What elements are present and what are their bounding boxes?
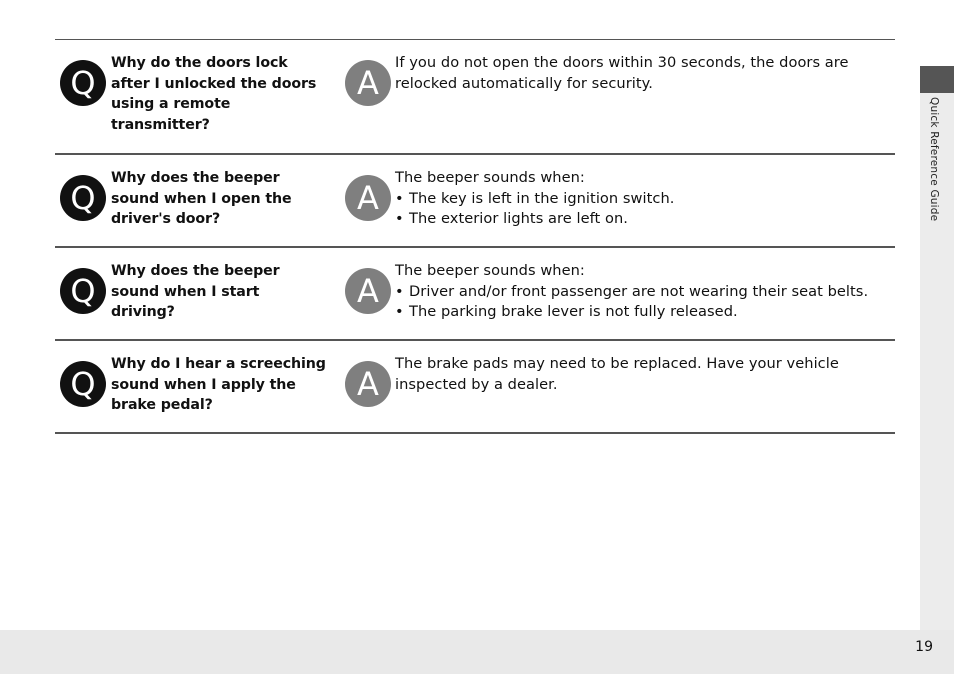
- answer-line: relocked automatically for security.: [395, 74, 653, 92]
- answer-badge-icon: A: [345, 175, 391, 221]
- question-line: after I unlocked the doors: [111, 75, 317, 92]
- answer-badge-icon: A: [345, 361, 391, 407]
- section-tab-label: Quick Reference Guide: [928, 97, 940, 222]
- question-text: [111, 261, 326, 323]
- question-badge-icon: Q: [60, 361, 106, 407]
- qa-row: [55, 40, 895, 155]
- answer-line: The beeper sounds when:: [395, 169, 585, 186]
- answer-line: inspected by a dealer.: [395, 375, 558, 393]
- question-line: Why do the doors lock: [111, 55, 288, 71]
- answer-bullet: • The exterior lights are left on.: [395, 209, 890, 230]
- question-line: Why does the beeper: [111, 263, 280, 279]
- question-line: using a remote: [111, 96, 231, 113]
- qa-row: [55, 155, 895, 248]
- question-line: brake pedal?: [111, 397, 213, 414]
- question-text: [111, 53, 326, 135]
- question-badge-icon: Q: [60, 175, 106, 221]
- answer-badge-icon: A: [345, 60, 391, 106]
- answer-line: The beeper sounds when:: [395, 262, 585, 279]
- answer-bullet-list: [395, 282, 890, 323]
- question-badge-icon: Q: [60, 268, 106, 314]
- qa-row: [55, 248, 895, 341]
- answer-bullet: • Driver and/or front passenger are not wearing their seat belts.: [395, 282, 890, 303]
- question-line: Why do I hear a screeching: [111, 356, 326, 372]
- page-footer: [0, 630, 954, 674]
- question-line: transmitter?: [111, 116, 210, 133]
- page-number: 19: [915, 639, 933, 655]
- question-line: sound when I apply the: [111, 376, 296, 393]
- answer-text: [395, 354, 890, 395]
- answer-bullet: • The parking brake lever is not fully released.: [395, 302, 890, 323]
- section-tab-marker: [920, 66, 954, 93]
- question-line: Why does the beeper: [111, 170, 280, 186]
- question-line: sound when I start driving?: [111, 283, 260, 321]
- answer-line: If you do not open the doors within 30 seconds, the doors are: [395, 54, 849, 71]
- question-badge-icon: Q: [60, 60, 106, 106]
- answer-line: The brake pads may need to be replaced. Have your vehicle: [395, 355, 839, 372]
- answer-bullet-list: [395, 189, 890, 230]
- question-text: [111, 354, 326, 416]
- qa-list: [55, 39, 895, 434]
- qa-row: [55, 341, 895, 434]
- answer-text: [395, 53, 890, 94]
- answer-text: [395, 168, 890, 230]
- question-text: [111, 168, 326, 230]
- question-line: driver's door?: [111, 211, 221, 228]
- answer-bullet: • The key is left in the ignition switch.: [395, 189, 890, 210]
- question-line: sound when I open the: [111, 190, 292, 207]
- answer-text: [395, 261, 890, 323]
- answer-badge-icon: A: [345, 268, 391, 314]
